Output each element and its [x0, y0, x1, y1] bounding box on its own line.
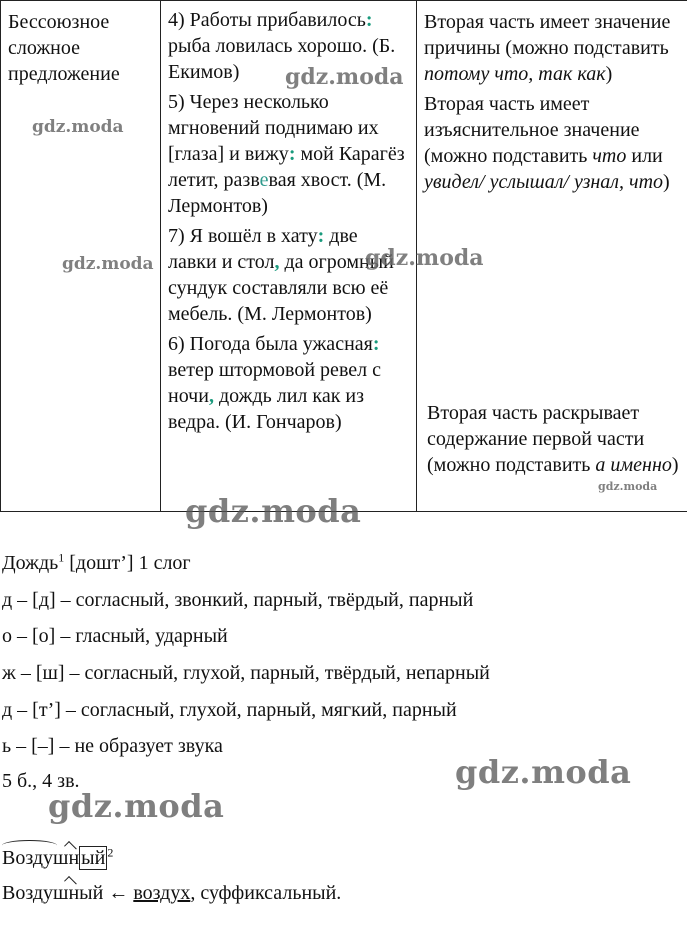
- watermark: gdz.moda: [32, 117, 124, 137]
- root-arc: Воздушн: [2, 847, 80, 869]
- suffix-mark: н: [68, 847, 80, 869]
- source-word: воздух: [133, 882, 191, 904]
- ending-box: ый: [81, 847, 106, 869]
- phonetic-header: Дождь$^1$ [дошт’] 1 слог: [2, 550, 191, 574]
- watermark: gdz.moda: [185, 492, 362, 530]
- phonetic-row: ь – [–] – не образует звука: [2, 735, 223, 757]
- morpheme-parse: Воздушн ый $^2$: [2, 845, 114, 869]
- watermark: gdz.moda: [455, 753, 632, 791]
- phonetic-row: д – [д] – согласный, звонкий, парный, твёрдый, парный: [2, 589, 474, 611]
- phonetic-row: о – [о] – гласный, ударный: [2, 625, 228, 647]
- example-5: 5) Через несколько мгновений поднимаю их [глаза] и вижу: мой Карагёз летит, развевая хвост. (М. Лермонтов): [168, 91, 405, 217]
- watermark: gdz.moda: [48, 787, 225, 825]
- meaning-content: Вторая часть раскрывает содержание первой части (можно подставить а именно): [427, 402, 679, 476]
- watermark: gdz.moda: [365, 245, 484, 271]
- phonetic-row: ж – [ш] – согласный, глухой, парный, твёрдый, непарный: [2, 662, 490, 684]
- example-4: 4) Работы прибавилось: рыба ловилась хорошо. (Б. Екимов): [168, 9, 396, 83]
- type-label: Бессоюзное сложное предложение: [8, 11, 120, 85]
- watermark: gdz.moda: [598, 480, 658, 493]
- example-7: 7) Я вошёл в хату: две лавки и стол, да огромный сундук составляли всю её мебель. (М. Лермонтов): [168, 225, 394, 325]
- meaning-cause: Вторая часть имеет значение причины (можно подставить потому что, так как): [424, 11, 671, 85]
- phonetic-row: д – [т’] – согласный, глухой, парный, мягкий, парный: [2, 699, 457, 721]
- word-formation: Воздушный ← воздух, суффиксальный.: [2, 882, 342, 904]
- phonetic-summary: 5 б., 4 зв.: [2, 770, 80, 792]
- watermark: gdz.moda: [62, 254, 154, 274]
- suffix-mark: н: [68, 882, 80, 904]
- meaning-explanatory: Вторая часть имеет изъяснительное значение (можно подставить что или увидел/ услышал/ узнал, что): [424, 93, 670, 193]
- watermark: gdz.moda: [285, 64, 404, 90]
- example-6: 6) Погода была ужасная: ветер штормовой ревел с ночи, дождь лил как из ведра. (И. Гончаров): [168, 333, 381, 433]
